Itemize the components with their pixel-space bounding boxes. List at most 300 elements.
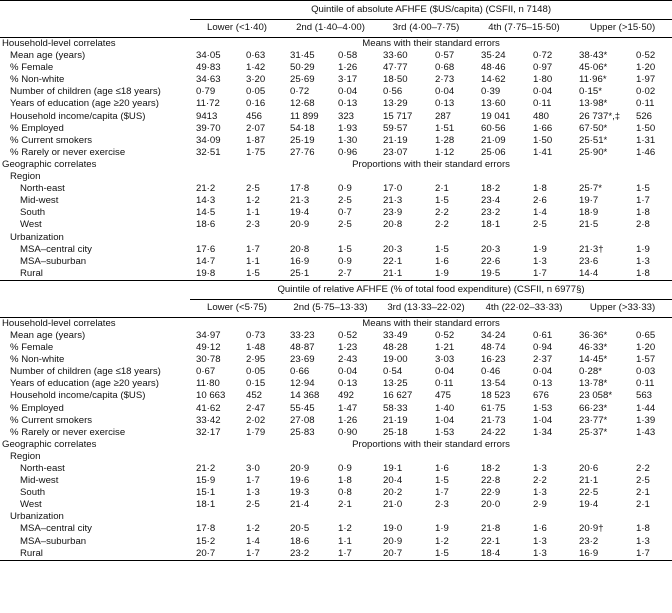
proportion-value: 17·6: [196, 243, 216, 255]
mean-value: 33·42: [196, 414, 221, 426]
mean-value: 50·29: [290, 62, 315, 74]
mean-value: 13·54: [481, 378, 506, 390]
standard-error: 0·73: [246, 329, 266, 341]
standard-error: 1·3: [636, 255, 650, 267]
panel-title: Quintile of relative AFHFE (% of total food expenditure) (CSFII, n 6977§): [190, 280, 672, 299]
section-header-row: [0, 38, 672, 51]
mean-value: 19 041: [481, 110, 511, 122]
standard-error: 1·3: [533, 463, 547, 474]
mean-value: 48·87: [290, 342, 315, 354]
standard-error: 1·5: [435, 243, 449, 255]
row-label: Mid-west: [20, 195, 59, 207]
table-row: [0, 111, 672, 123]
standard-error: 0·58: [338, 50, 358, 62]
proportion-value: 19·4: [290, 207, 310, 219]
proportion-value: 14·3: [196, 195, 216, 207]
blank: [190, 511, 672, 523]
proportion-value: 20·9: [290, 463, 310, 474]
mean-value: 15 717: [383, 110, 413, 122]
table-row: [0, 463, 672, 475]
standard-error: 3·17: [338, 74, 358, 86]
proportion-value: 22·9: [481, 487, 501, 499]
standard-error: 0·97: [533, 62, 553, 74]
mean-value: 11·80: [196, 378, 220, 390]
proportion-value: 23·2: [284, 548, 336, 561]
row-label: % Employed: [10, 402, 64, 414]
standard-error: 0·8: [338, 487, 352, 499]
standard-error: 1·5: [636, 183, 650, 195]
quintile-header: 4th (7·75–15·50): [475, 20, 573, 38]
standard-error: 2·2: [435, 219, 449, 231]
section-header: Geographic correlates: [2, 158, 97, 170]
standard-error: 480: [533, 110, 550, 122]
mean-value: 55·45: [290, 402, 315, 414]
standard-error: 1·40: [435, 402, 455, 414]
mean-value: 25·69: [290, 74, 315, 86]
standard-error: 2·95: [246, 354, 266, 366]
table-row: [0, 499, 672, 511]
mean-value: 48·28: [383, 342, 408, 354]
row-label: North-east: [20, 183, 65, 195]
standard-error: 1·9: [435, 523, 449, 535]
standard-error: 1·42: [246, 62, 266, 74]
standard-error: 0·94: [533, 342, 553, 354]
proportion-value: 22·8: [481, 475, 501, 487]
mean-value: 11 899: [290, 110, 319, 122]
mean-value: 24·22: [481, 426, 506, 438]
row-label: MSA–suburban: [20, 255, 87, 267]
mean-value: 0·72: [290, 86, 310, 98]
standard-error: 0·04: [435, 366, 455, 378]
table-row: [0, 475, 672, 487]
row-label: Household income/capita ($US): [10, 390, 146, 402]
quintile-header-row: [0, 299, 672, 317]
row-label: West: [20, 499, 42, 511]
proportion-value: 14·7: [196, 255, 216, 267]
standard-error: 2·7: [336, 268, 377, 281]
standard-error: 1·5: [435, 475, 449, 487]
standard-error: 1·5: [435, 195, 449, 207]
standard-error: 1·9: [533, 243, 547, 255]
mean-value: 34·09: [196, 134, 221, 146]
mean-value: 13·78*: [579, 378, 608, 390]
standard-error: 0·68: [435, 62, 455, 74]
standard-error: 1·4: [246, 535, 260, 547]
mean-value: 13·60: [481, 98, 506, 110]
standard-error: 2·8: [636, 219, 650, 231]
standard-error: 1·53: [435, 426, 455, 438]
standard-error: 2·5: [246, 499, 260, 511]
table-row: [0, 135, 672, 147]
proportion-value: 25·7*: [579, 183, 602, 195]
standard-error: 1·7: [244, 548, 284, 561]
proportion-value: 18·6: [290, 535, 310, 547]
table-row: [0, 487, 672, 499]
row-label: % Rarely or never exercise: [10, 146, 126, 158]
table-row: [0, 74, 672, 86]
standard-error: 2·5: [338, 219, 352, 231]
standard-error: 1·6: [533, 523, 547, 535]
proportion-value: 18·1: [481, 219, 501, 231]
subsection-header-row: [0, 171, 672, 183]
mean-value: 54·18: [290, 122, 315, 134]
mean-value: 26 737*,‡: [579, 110, 621, 122]
standard-error: 0·04: [338, 86, 358, 98]
table-row: [0, 123, 672, 135]
table-row: [0, 50, 672, 62]
proportion-value: 18·2: [481, 463, 501, 474]
blank: [190, 232, 672, 244]
table-row: [0, 427, 672, 439]
standard-error: 1·3: [636, 535, 650, 547]
quintile-header: 3rd (4·00–7·75): [377, 20, 475, 38]
proportion-value: 20·9: [290, 219, 310, 231]
standard-error: 1·6: [435, 255, 449, 267]
section-caption: Means with their standard errors: [362, 38, 500, 49]
mean-value: 27·08: [290, 414, 315, 426]
mean-value: 11·72: [196, 98, 220, 110]
proportion-value: 18·9: [579, 207, 599, 219]
standard-error: 2·9: [533, 499, 547, 511]
table-row: [0, 378, 672, 390]
table-row: [0, 403, 672, 415]
standard-error: 0·11: [636, 378, 655, 390]
standard-error: 1·79: [246, 426, 266, 438]
mean-value: 36·36*: [579, 329, 608, 341]
mean-value: 39·70: [196, 122, 221, 134]
subsection-header: Urbanization: [10, 511, 64, 523]
section-caption: Means with their standard errors: [362, 317, 500, 329]
mean-value: 18·50: [383, 74, 408, 86]
subsection-header-row: [0, 232, 672, 244]
standard-error: 526: [636, 110, 653, 122]
row-label: Years of education (age ≥20 years): [10, 98, 159, 110]
mean-value: 67·50*: [579, 122, 608, 134]
proportion-value: 19·5: [475, 268, 531, 281]
proportion-value: 20·9†: [579, 523, 604, 535]
row-label: Mean age (years): [10, 329, 86, 341]
standard-error: 0·90: [338, 426, 358, 438]
standard-error: 1·26: [338, 62, 358, 74]
table-row: [0, 390, 672, 402]
proportion-value: 15·2: [196, 535, 216, 547]
standard-error: 1·2: [435, 535, 449, 547]
standard-error: 1·3: [246, 487, 260, 499]
mean-value: 49·83: [196, 62, 221, 74]
standard-error: 563: [636, 390, 653, 402]
proportion-value: 14·4: [573, 268, 634, 281]
proportion-value: 20·8: [383, 219, 403, 231]
standard-error: 0·11: [533, 98, 552, 110]
proportion-value: 22·5: [579, 487, 599, 499]
standard-error: 3·0: [246, 463, 260, 474]
subsection-header: Region: [10, 171, 41, 183]
mean-value: 34·97: [196, 329, 221, 341]
standard-error: 1·23: [338, 342, 358, 354]
mean-value: 25·18: [383, 426, 408, 438]
proportion-value: 20·6: [579, 463, 599, 474]
section-caption: Proportions with their standard errors: [352, 438, 510, 450]
proportion-value: 19·0: [383, 523, 403, 535]
mean-value: 33·60: [383, 50, 408, 62]
standard-error: 0·11: [435, 378, 454, 390]
standard-error: 676: [533, 390, 550, 402]
standard-error: 1·30: [338, 134, 358, 146]
subsection-header: Region: [10, 450, 41, 462]
mean-value: 30·78: [196, 354, 221, 366]
proportion-value: 21·3: [290, 195, 310, 207]
standard-error: 2·37: [533, 354, 553, 366]
quintile-header: 4th (22·02–33·33): [475, 299, 573, 317]
standard-error: 1·46: [636, 146, 656, 158]
section-header: Household-level correlates: [2, 317, 116, 329]
proportion-value: 19·8: [190, 268, 244, 281]
standard-error: 452: [246, 390, 263, 402]
section-header-row: [0, 317, 672, 330]
standard-error: 0·03: [636, 366, 656, 378]
mean-value: 32·17: [196, 426, 221, 438]
standard-error: 0·52: [636, 50, 656, 62]
mean-value: 27·76: [290, 146, 315, 158]
row-label: % Rarely or never exercise: [10, 426, 126, 438]
table-row: [0, 244, 672, 256]
standard-error: 1·50: [636, 122, 656, 134]
mean-value: 13·25: [383, 378, 408, 390]
standard-error: 2·1: [435, 183, 449, 195]
standard-error: 0·57: [435, 50, 455, 62]
standard-error: 1·1: [338, 535, 352, 547]
table-row: [0, 183, 672, 195]
mean-value: 46·33*: [579, 342, 608, 354]
proportion-value: 25·1: [284, 268, 336, 281]
standard-error: 1·8: [533, 183, 547, 195]
standard-error: 2·02: [246, 414, 266, 426]
mean-value: 11·96*: [579, 74, 607, 86]
row-label: MSA–suburban: [20, 535, 87, 547]
standard-error: 0·65: [636, 329, 656, 341]
standard-error: 3·20: [246, 74, 266, 86]
mean-value: 18 523: [481, 390, 511, 402]
mean-value: 13·29: [383, 98, 408, 110]
standard-error: 0·63: [246, 50, 266, 62]
mean-value: 25·51*: [579, 134, 608, 146]
proportion-value: 18·2: [481, 183, 501, 195]
standard-error: 492: [338, 390, 355, 402]
proportion-value: 21·4: [290, 499, 310, 511]
standard-error: 1·3: [533, 487, 547, 499]
standard-error: 1·34: [533, 426, 553, 438]
mean-value: 0·54: [383, 366, 403, 378]
mean-value: 33·23: [290, 329, 315, 341]
standard-error: 0·13: [338, 378, 358, 390]
subsection-header: Urbanization: [10, 231, 64, 243]
blank: [190, 451, 672, 463]
standard-error: 1·41: [533, 146, 553, 158]
standard-error: 2·5: [246, 183, 260, 195]
proportion-value: 18·4: [475, 548, 531, 561]
proportion-value: 19·1: [383, 463, 403, 474]
proportion-value: 16·9: [573, 548, 634, 561]
stub-blank: [0, 299, 190, 317]
proportion-value: 20·2: [383, 487, 403, 499]
standard-error: 0·13: [435, 98, 455, 110]
row-label: South: [20, 207, 46, 219]
mean-value: 41·62: [196, 402, 221, 414]
table-row: [0, 536, 672, 548]
proportion-value: 23·6: [579, 255, 599, 267]
standard-error: 1·87: [246, 134, 266, 146]
mean-value: 34·05: [196, 50, 221, 62]
standard-error: 0·11: [636, 98, 655, 110]
panel-title: Quintile of absolute AFHFE ($US/capita) (CSFII, n 7148): [190, 1, 672, 20]
proportion-value: 23·2: [481, 207, 501, 219]
table-row: [0, 523, 672, 535]
standard-error: 1·7: [246, 475, 260, 487]
standard-error: 1·57: [636, 354, 656, 366]
section-header-row: [0, 439, 672, 451]
mean-value: 21·09: [481, 134, 506, 146]
mean-value: 48·46: [481, 62, 506, 74]
standard-error: 456: [246, 110, 263, 122]
standard-error: 0·16: [246, 98, 266, 110]
row-label: MSA–central city: [20, 243, 92, 255]
mean-value: 34·24: [481, 329, 506, 341]
proportion-value: 22·6: [481, 255, 501, 267]
standard-error: 0·15: [246, 378, 266, 390]
section-header-row: [0, 159, 672, 171]
mean-value: 21·19: [383, 414, 408, 426]
stub-blank: [0, 20, 190, 38]
table-row: [0, 548, 672, 561]
panel-title-row: [0, 1, 672, 20]
mean-value: 16·23: [481, 354, 506, 366]
standard-error: 1·39: [636, 414, 656, 426]
proportion-value: 19·6: [290, 475, 310, 487]
standard-error: 1·6: [435, 463, 449, 474]
standard-error: 1·04: [435, 414, 455, 426]
stub-blank: [0, 280, 190, 299]
quintile-header: 2nd (1·40–4·00): [284, 20, 377, 38]
proportion-value: 21·2: [196, 463, 216, 474]
standard-error: 3·03: [435, 354, 455, 366]
mean-value: 59·57: [383, 122, 408, 134]
table-row: [0, 268, 672, 281]
stub-blank: [0, 1, 190, 20]
standard-error: 2·2: [533, 475, 547, 487]
quintile-header-row: [0, 20, 672, 38]
standard-error: 1·3: [533, 535, 547, 547]
row-label: Mid-west: [20, 475, 59, 487]
quintile-header: Upper (>33·33): [573, 299, 672, 317]
standard-error: 1·26: [338, 414, 358, 426]
standard-error: 1·31: [636, 134, 656, 146]
row-label: % Current smokers: [10, 134, 93, 146]
standard-error: 0·04: [533, 366, 553, 378]
section-caption: Proportions with their standard errors: [352, 158, 510, 170]
standard-error: 1·12: [435, 146, 455, 158]
row-label: % Female: [10, 62, 54, 74]
standard-error: 323: [338, 110, 355, 122]
row-label: North-east: [20, 463, 65, 474]
standard-error: 0·04: [533, 86, 553, 98]
proportion-value: 21·5: [579, 219, 599, 231]
standard-error: 1·7: [636, 195, 650, 207]
row-label: Mean age (years): [10, 50, 86, 62]
standard-error: 1·47: [338, 402, 358, 414]
mean-value: 0·56: [383, 86, 403, 98]
standard-error: 2·1: [636, 487, 650, 499]
proportion-value: 21·3†: [579, 243, 604, 255]
proportion-value: 20·5: [290, 523, 310, 535]
standard-error: 1·2: [338, 523, 352, 535]
mean-value: 0·28*: [579, 366, 602, 378]
table-row: [0, 219, 672, 231]
mean-value: 61·75: [481, 402, 506, 414]
proportion-value: 19·4: [579, 499, 599, 511]
standard-error: 0·7: [338, 207, 352, 219]
table-row: [0, 342, 672, 354]
row-label: South: [20, 487, 46, 499]
proportion-value: 17·8: [290, 183, 310, 195]
mean-value: 0·79: [196, 86, 216, 98]
standard-error: 1·8: [636, 523, 650, 535]
mean-value: 25·37*: [579, 426, 608, 438]
standard-error: 1·5: [338, 243, 352, 255]
mean-value: 12·94: [290, 378, 315, 390]
mean-value: 14·45*: [579, 354, 608, 366]
standard-error: 2·6: [533, 195, 547, 207]
mean-value: 35·24: [481, 50, 506, 62]
row-label: Rural: [0, 548, 190, 561]
standard-error: 2·5: [636, 475, 650, 487]
standard-error: 0·13: [533, 378, 553, 390]
mean-value: 23·77*: [579, 414, 608, 426]
mean-value: 0·15*: [579, 86, 602, 98]
mean-value: 0·39: [481, 86, 501, 98]
proportion-value: 20·7: [190, 548, 244, 561]
proportion-value: 19·3: [290, 487, 310, 499]
standard-error: 1·2: [246, 523, 260, 535]
proportion-value: 20·7: [377, 548, 433, 561]
mean-value: 21·19: [383, 134, 408, 146]
standard-error: 1·7: [435, 487, 449, 499]
mean-value: 0·67: [196, 366, 216, 378]
standard-error: 2·2: [636, 463, 650, 474]
standard-error: 0·96: [338, 146, 358, 158]
standard-error: 1·5: [433, 548, 475, 561]
proportion-value: 18·1: [196, 499, 216, 511]
proportion-value: 21·0: [383, 499, 403, 511]
proportion-value: 14·5: [196, 207, 216, 219]
standard-error: 1·04: [533, 414, 553, 426]
mean-value: 23 058*: [579, 390, 613, 402]
row-label: % Current smokers: [10, 414, 93, 426]
standard-error: 475: [435, 390, 452, 402]
standard-error: 1·8: [338, 475, 352, 487]
quintile-header: Lower (<5·75): [190, 299, 284, 317]
row-label: Number of children (age ≤18 years): [10, 366, 161, 378]
table-row: [0, 147, 672, 159]
proportion-value: 20·8: [290, 243, 310, 255]
row-label: % Female: [10, 342, 54, 354]
row-label: Rural: [0, 268, 190, 281]
standard-error: 1·7: [336, 548, 377, 561]
proportion-value: 17·0: [383, 183, 403, 195]
proportion-value: 17·8: [196, 523, 216, 535]
standard-error: 0·02: [636, 86, 656, 98]
table-row: [0, 62, 672, 74]
standard-error: 0·13: [338, 98, 358, 110]
